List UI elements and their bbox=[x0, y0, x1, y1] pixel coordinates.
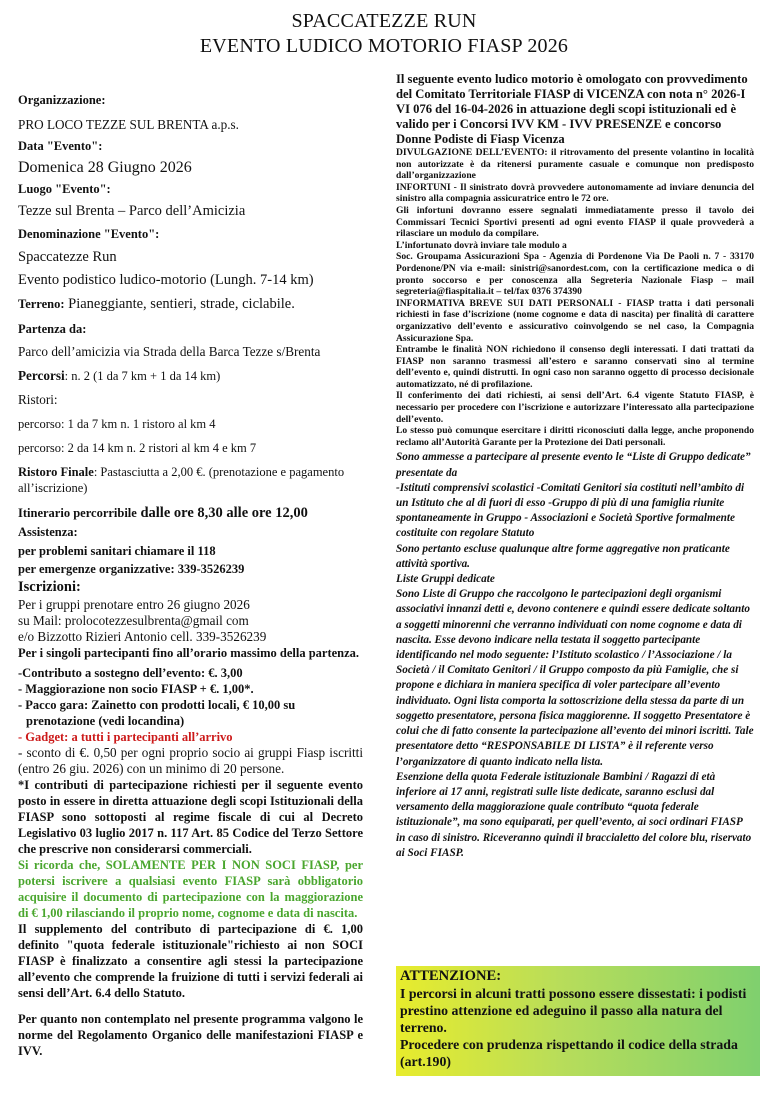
info-conferimento: Il conferimento dei dati richiesti, ai sensi dell’Art. 6.4 vigente Statuto FIASP, è necessario per procedere con l’iscrizione e autorizzare l’interessato alla partecipazione dell’evento. bbox=[396, 390, 754, 425]
terrain-label: Terreno: bbox=[18, 297, 65, 311]
closing-note: Per quanto non contemplato nel presente programma valgono le norme del Regolamento Organico delle manifestazioni FIASP e IVV. bbox=[18, 1012, 363, 1058]
attention-line-1: I percorsi in alcuni tratti possono essere dissestati: i podisti prestino attenzione ed adeguino il passo alla natura del terreno. bbox=[400, 986, 747, 1035]
start-value: Parco dell’amicizia via Strada della Barca Tezze s/Brenta bbox=[18, 344, 321, 359]
itin-label: Itinerario percorribile bbox=[18, 506, 137, 520]
routes-label: Percorsi bbox=[18, 368, 65, 383]
name-label: Denominazione "Evento": bbox=[18, 227, 160, 241]
groups-excluded: Sono pertanto escluse qualunque altre forme aggregative non praticante attività sportiva. bbox=[396, 542, 730, 570]
attention-line-2: Procedere con prudenza rispettando il codice della strada (art.190) bbox=[400, 1037, 738, 1069]
routes-value: : n. 2 (1 da 7 km + 1 da 14 km) bbox=[64, 369, 221, 383]
iscr-1: Per i gruppi prenotare entro 26 giugno 2026 bbox=[18, 597, 250, 612]
attention-title: ATTENZIONE: bbox=[400, 968, 502, 984]
green-notice: Si ricorda che, SOLAMENTE PER I NON SOCI FIASP, per potersi iscrivere a qualsiasi evento FIASP sarà obbligatorio acquisire il documento di partecipazione con la maggiorazione di € 1,00 rilasciando il proprio nome, cognome e data di nascita. bbox=[18, 858, 363, 920]
fee-1: -Contributo a sostegno dell’evento: €. 3,00 bbox=[18, 666, 243, 680]
gadget-line: - Gadget: a tutti i partecipanti all’arrivo bbox=[18, 730, 233, 744]
info-assicurazione: Soc. Groupama Assicurazioni Spa - Agenzia di Pordenone Via De Paoli n. 7 - 33170 Pordenone/PN via e-mail: sinistri@sanordest.com, con la certificazione medica o di pronto soccorso e per conoscenza alla Segreteria Nazionale Fiasp – mail segreteria@fiaspitalia.it – tel/fax 0376 374390 bbox=[396, 251, 754, 298]
itin-value: dalle ore 8,30 alle ore 12,00 bbox=[136, 505, 308, 521]
assist-1: per problemi sanitari chiamare il 118 bbox=[18, 544, 216, 558]
assist-2: per emergenze organizzative: 339-3526239 bbox=[18, 562, 245, 576]
iscr-2: su Mail: prolocotezzesulbrenta@gmail com bbox=[18, 613, 249, 628]
fee-3: - Pacco gara: Zainetto con prodotti locali, € 10,00 su prenotazione (vedi locandina) bbox=[18, 698, 296, 728]
single-entrants: Per i singoli partecipanti fino all’orario massimo della partenza. bbox=[18, 646, 360, 660]
info-consenso: Entrambe le finalità NON richiedono il consenso degli interessati. I dati trattati da FIASP non saranno trasmessi all’estero e saranno conservati sino al termine dell’evento e, quindi distrutti. In ogni caso non saranno oggetto di processo decisionale automatizzato, né di profilazione. bbox=[396, 344, 754, 390]
info-infortuni: INFORTUNI - Il sinistrato dovrà provvedere autonomamente ad inviare denuncia del sinistro alla compagnia assicuratrice entro le 72 ore. bbox=[396, 181, 754, 205]
refresh-1: percorso: 1 da 7 km n. 1 ristoro al km 4 bbox=[18, 417, 216, 431]
info-privacy: INFORMATIVA BREVE SUI DATI PERSONALI - FIASP tratta i dati personali richiesti in fase d’iscrizione (nome cognome e data di nascita) per finalità di carattere organizzativo dell’evento e assicurativo coinvolgendo se nel caso, la Compagnia Assicurazione Spa. bbox=[396, 297, 754, 344]
page-subtitle: EVENTO LUDICO MOTORIO FIASP 2026 bbox=[199, 35, 569, 57]
refresh-label: Ristori: bbox=[18, 392, 58, 407]
date-value: Domenica 28 Giugno 2026 bbox=[18, 159, 192, 176]
groups-intro: Sono ammesse a partecipare al presente evento le “Liste di Gruppo dedicate” presentate da bbox=[396, 451, 751, 479]
info-diritti: Lo stesso può comunque esercitare i diritti riconosciuti dalla legge, anche proponendo reclamo all’Autorità Garante per la Protezione dei Dati personali. bbox=[396, 425, 754, 448]
start-label: Partenza da: bbox=[18, 322, 87, 336]
groups-description: Sono Liste di Gruppo che raccolgono le partecipazioni degli organismi associativi innanzi detti e, devono contenere e quindi essere dedicate soltanto a soggetti minorenni che verranno individuati con nome cognome e data di nascita. Esse devono indicare nella testata il soggetto partecipante identificando nel modo seguente: l’Istituto scolastico / l’Associazione / la Società / il Comitato Genitori / il Gruppo composto da più Famiglie, che si propone e dichiara in maniera specifica di voler partecipare all’evento individuato. Ogni lista comporta la sottoscrizione della stessa da parte di un soggetto presentatore, persona fisica maggiorenne. Il soggetto Presentatore è colui che di fatto consente la partecipazione all’evento dei minori iscritti. Tale presentatore detto “RESPONSABILE DI LISTA” è il referente verso l’organizzatore di quanto indicato nella lista. bbox=[396, 588, 754, 768]
place-value: Tezze sul Brenta – Parco dell’Amicizia bbox=[18, 203, 246, 219]
groups-list: -Istituti comprensivi scolastici -Comitati Genitori sia costituti nell’ambito di un Istituto che al di fuori di esso -Gruppo di più di una famiglia riunite spontaneamente in Gruppo - Associazioni e Società Sportive formalmente costituite con regolare Statuto bbox=[396, 481, 745, 540]
fiscal-note: *I contributi di partecipazione richiesti per il seguente evento posto in essere in diretta attuazione degli scopi Istituzionali della FIASP sono sottoposti al regime fiscale di cui al Decreto Legislativo 03 luglio 2017 n. 117 Art. 85 Codice del Terzo Settore che prescrive non considerarsi commerciali. bbox=[18, 778, 363, 856]
terrain-value: Pianeggiante, sentieri, strade, ciclabile. bbox=[64, 296, 295, 312]
info-divulgazione: DIVULGAZIONE DELL’EVENTO: il ritrovamento del presente volantino in località non autorizzate è da ritenersi puramente casuale e comunque non predisposto dall’organizzazione bbox=[396, 147, 754, 182]
page-title: SPACCATEZZE RUN bbox=[291, 10, 477, 32]
place-label: Luogo "Evento": bbox=[18, 182, 111, 196]
groups-exemption: Esenzione della quota Federale istituzionale Bambini / Ragazzi di età inferiore ai 17 anni, registrati sulle liste dedicate, saranno esclusi dal versamento della maggiorazione quale contributo “quota federale istituzionale”, ma sono equiparati, per quell’evento, ai soci ordinari FIASP in caso di sinistro. Riceveranno quindi il braccialetto del colore blu, riservato ai Soci FIASP. bbox=[396, 770, 752, 859]
name-value-1: Spaccatezze Run bbox=[18, 249, 117, 265]
groups-title: Liste Gruppi dedicate bbox=[396, 573, 495, 586]
refresh-2: percorso: 2 da 14 km n. 2 ristori al km 4 e km 7 bbox=[18, 441, 257, 455]
right-column bbox=[396, 72, 754, 861]
attention-box bbox=[396, 966, 760, 1076]
date-label: Data "Evento": bbox=[18, 139, 103, 153]
fee-2: - Maggiorazione non socio FIASP + €. 1,00*. bbox=[18, 682, 254, 696]
iscr-3: e/o Bizzotto Rizieri Antonio cell. 339-3526239 bbox=[18, 629, 267, 644]
supplement-note: Il supplemento del contributo di partecipazione di €. 1,00 definito "quota federale istituzionale"richiesto ai non SOCI FIASP è finalizzato a consentire agli stessi la partecipazione all’evento che comprende la fruizione di tutti i servizi federali ai sensi dell’Art. 6.4 dello Statuto. bbox=[18, 922, 363, 1000]
left-column bbox=[18, 92, 363, 1059]
discount-line: - sconto di €. 0,50 per ogni proprio socio ai gruppi Fiasp iscritti (entro 26 giu. 2026) con un minimo di 20 persone. bbox=[18, 745, 363, 776]
org-value: PRO LOCO TEZZE SUL BRENTA a.p.s. bbox=[18, 117, 239, 132]
final-value: : Pastasciutta a 2,00 €. (prenotazione e pagamento all’iscrizione) bbox=[18, 465, 345, 495]
final-label: Ristoro Finale bbox=[18, 465, 94, 479]
info-modulo: L’infortunato dovrà inviare tale modulo a bbox=[396, 239, 567, 251]
name-value-2: Evento podistico ludico-motorio (Lungh. 7-14 km) bbox=[18, 272, 314, 288]
assist-label: Assistenza: bbox=[18, 525, 78, 539]
info-segnalazione: Gli infortuni dovranno essere segnalati immediatamente presso il tavolo dei Commissari Tecnici Sportivi presenti ad ogni evento FIASP il quale provvederà a rilasciare un modulo da compilare. bbox=[396, 204, 754, 240]
org-label: Organizzazione: bbox=[18, 93, 106, 107]
omologation-text: Il seguente evento ludico motorio è omologato con provvedimento del Comitato Territoriale FIASP di VICENZA con nota n° 2026-I VI 076 del 16-04-2026 in attuazione degli scopi istituzionali ed è valido per i Concorsi IVV KM - IVV PRESENZE e concorso Donne Podiste di Fiasp Vicenza bbox=[396, 72, 748, 146]
iscr-label: Iscrizioni: bbox=[18, 579, 81, 595]
